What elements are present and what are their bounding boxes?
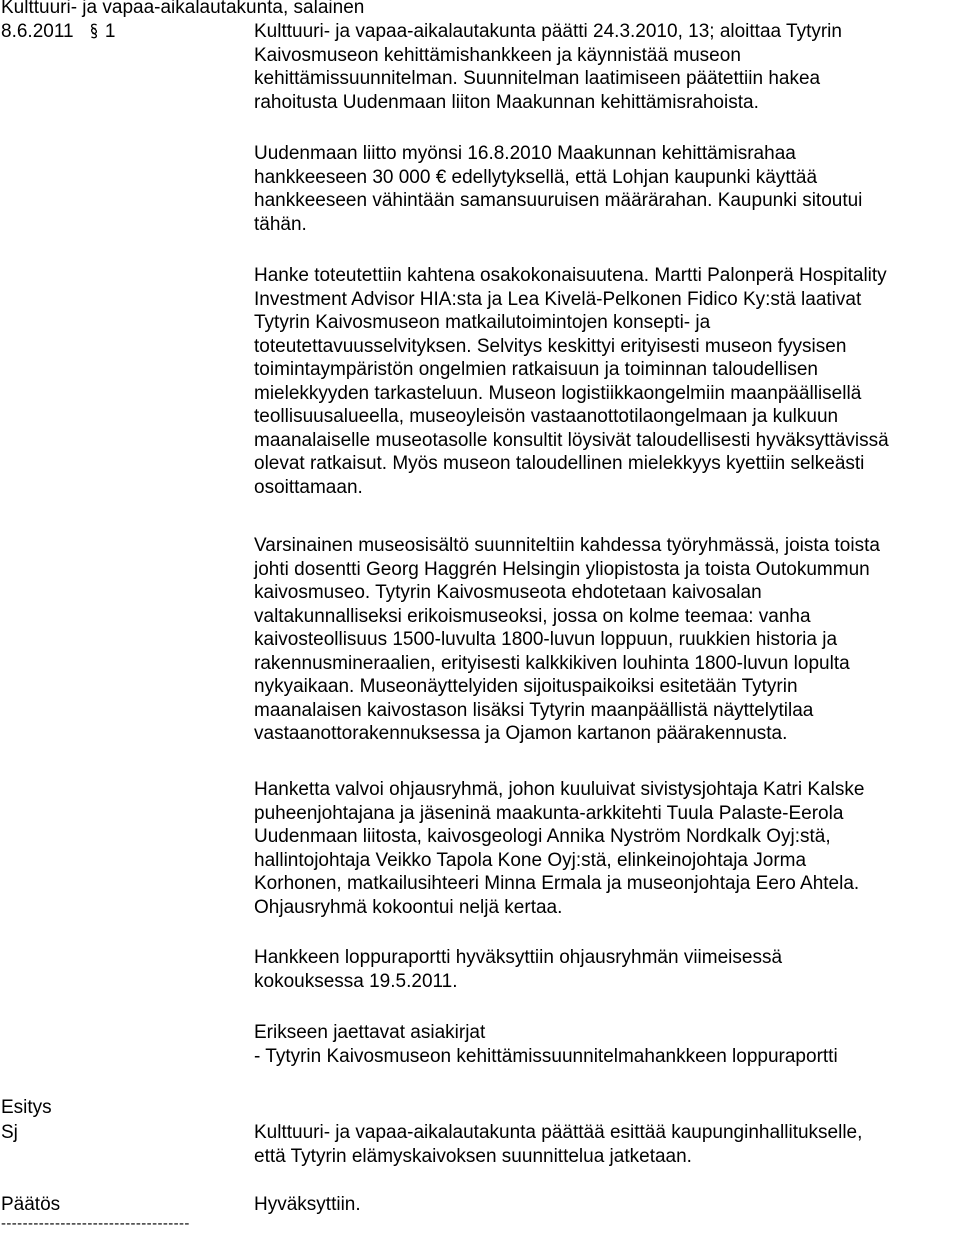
meeting-date: 8.6.2011 [1, 21, 74, 42]
separator-line: ----------------------------------- [1, 1215, 190, 1232]
paragraph-text: Hanke toteutettiin kahtena osakokonaisuutena. Martti Palonperä Hospitality Investment Advisor HIA:sta ja Lea Kivelä-Pelkonen Fidico Ky:stä laativat Tytyrin Kaivosmuseon matkailutoimintojen konsepti- ja toteutettavuusselvityksen. Selvitys keskittyi erityisesti museon fyysisen toimintaympäristön ongelmien ratkaisuun ja toiminnan taloudellisen mielekkyyden tarkasteluun. Museon logistiikkaongelmiin maanpäällisellä teollisuusalueella, museoyleisön vastaanottotilaongelmaan ja kulkuun maanalaiselle museotasolle konsultit löysivät taloudellisesti hyväksyttävissä olevat ratkaisut. Myös museon taloudellinen mielekkyys kyettiin selkeästi osoittamaan. [254, 265, 889, 498]
decision-text-block [254, 1193, 959, 1217]
paragraph-text: Erikseen jaettavat asiakirjat - Tytyrin Kaivosmuseon kehittämissuunnitelmahankkeen loppuraportti [254, 1022, 838, 1067]
paragraph-text: Hankkeen loppuraportti hyväksyttiin ohjausryhmän viimeisessä kokouksessa 19.5.2011. [254, 947, 783, 992]
proposal-presenter: Sj [1, 1122, 18, 1143]
paragraph-section-icon [88, 22, 100, 36]
implementation-paragraph [254, 264, 959, 499]
intro-paragraph [254, 20, 959, 114]
section-number: 1 [104, 21, 116, 42]
paragraph-text: Kulttuuri- ja vapaa-aikalautakunta päätti 24.3.2010, 13; aloittaa Tytyrin Kaivosmuseon kehittämishankkeen ja käynnistää museon kehittämissuunnitelman. Suunnitelman laatimiseen päätettiin hakea rahoitusta Uudenmaan liiton Maakunnan kehittämisrahoista. [254, 21, 842, 113]
proposal-text-block [254, 1121, 959, 1168]
paragraph-text: Hanketta valvoi ohjausryhmä, johon kuuluivat sivistysjohtaja Katri Kalske puheenjohtajana ja jäseninä maakunta-arkkitehti Tuula Palaste-Eerola Uudenmaan liitosta, kaivosgeologi Annika Nyström Nordkalk Oyj:stä, hallintojohtaja Veikko Tapola Kone Oyj:stä, elinkeinojohtaja Jorma Korhonen, matkailusihteeri Minna Ermala ja museonjohtaja Eero Ahtela. Ohjausryhmä kokoontui neljä kertaa. [254, 779, 865, 918]
funding-paragraph [254, 142, 959, 236]
proposal-text: Kulttuuri- ja vapaa-aikalautakunta päättää esittää kaupunginhallitukselle, että Tytyrin elämyskaivoksen suunnittelua jatketaan. [254, 1122, 863, 1167]
meeting-info [1, 20, 115, 44]
paragraph-text: Uudenmaan liitto myönsi 16.8.2010 Maakunnan kehittämisrahaa hankkeeseen 30 000 € edellytyksellä, että Lohjan kaupunki käyttää hankkeeseen vähintään samansuuruisen määrärahan. Kaupunki sitoutui tähän. [254, 143, 863, 235]
section-reference [88, 20, 116, 44]
steering-group-paragraph [254, 778, 959, 919]
decision-text: Hyväksyttiin. [254, 1194, 361, 1215]
paragraph-text: Varsinainen museosisältö suunniteltiin kahdessa työryhmässä, joista toista johti dosentti Georg Haggrén Helsingin yliopistosta ja toista Outokummun kaivosmuseo. Tytyrin Kaivosmuseota ehdotetaan kaivosalan valtakunnalliseksi erikoismuseoksi, jossa on kolme teemaa: vanha kaivosteollisuus 1500-luvulta 1800-luvun loppuun, ruukkien historia ja rakennusmineraalien, erityisesti kalkkikiven louhinta 1800-luvun lopulta nykyaikaan. Museonäyttelyiden sijoituspaikoiksi esitetään Tytyrin maanalaisen kaivostason lisäksi Tytyrin maanpäällistä näyttelytilaa vastaanottorakennuksessa ja Ojamon kartanon päärakennusta. [254, 535, 880, 744]
proposal-label: Esitys [1, 1097, 52, 1118]
final-report-paragraph [254, 946, 959, 993]
museum-content-paragraph [254, 534, 959, 746]
decision-label: Päätös [1, 1194, 61, 1215]
attachments-paragraph [254, 1021, 959, 1068]
organization-heading: Kulttuuri- ja vapaa-aikalautakunta, salainen [1, 0, 365, 18]
